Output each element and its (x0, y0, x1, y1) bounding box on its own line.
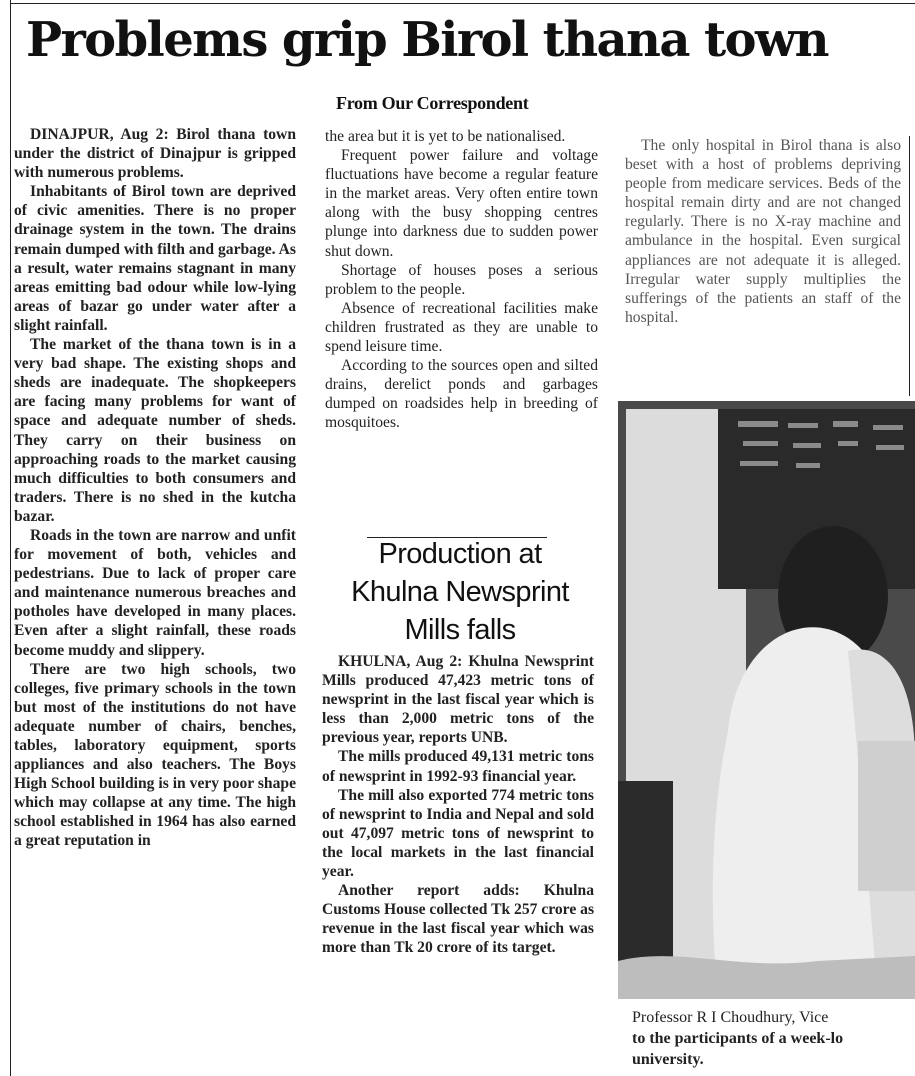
headline-line: Mills falls (404, 614, 516, 646)
photo-caption (632, 1007, 915, 1071)
article-paragraph: According to the sources open and silted drains, derelict ponds and garbages dumped on roadsides help in breeding of mosquitoes. (325, 357, 598, 432)
article-column-1 (14, 125, 296, 851)
second-article-body (322, 652, 594, 958)
article-paragraph: KHULNA, Aug 2: Khulna Newsprint Mills produced 47,423 metric tons of newsprint in the last fiscal year which is less than 2,000 metric tons of the previous year, reports UNB. (322, 653, 594, 747)
caption-line: Professor R I Choudhury, Vice (632, 1009, 829, 1026)
headline-line: Production at (378, 538, 542, 570)
article-paragraph: Absence of recreational facilities make children frustrated as they are unable to spend leisure time. (325, 299, 598, 356)
article-paragraph: Another report adds: Khulna Customs House collected Tk 257 crore as revenue in the last fiscal year which was more than Tk 20 crore of its target. (322, 882, 595, 957)
headline: Problems grip Birol thana town (26, 12, 828, 68)
article-column-2 (325, 127, 598, 433)
article-paragraph: the area but it is yet to be nationalised. (325, 128, 566, 145)
article-paragraph: There are two high schools, two colleges, five primary schools in the town but most of the institutions do not have adequate number of chairs, benches, tables, laboratory equipment, sports appliances and also teachers. The Boys High School building is in very poor shape which may collapse at any time. The high school established in 1964 has also earned a great reputation in (14, 660, 296, 850)
caption-line: to the participants of a week-lo (632, 1030, 844, 1047)
article-paragraph: DINAJPUR, Aug 2: Birol thana town under the district of Dinajpur is gripped with numerous problems. (14, 126, 296, 182)
headline-line: Khulna Newsprint (351, 576, 569, 608)
photo-illustration (618, 401, 915, 999)
news-photo (618, 401, 915, 999)
article-paragraph: The mill also exported 774 metric tons of newsprint to India and Nepal and sold out 47,097 metric tons of newsprint to the local markets in the last financial year. (322, 786, 594, 881)
caption-line: university. (632, 1051, 704, 1068)
article-paragraph: The market of the thana town is in a very bad shape. The existing shops and sheds are inadequate. The shopkeepers are facing many problems for want of space and adequate number of sheds. They carry on their business on approaching roads to the market causing much difficulties to both consumers and traders. There is no shed in the kutcha bazar. (14, 336, 296, 525)
column-rule-left (10, 0, 11, 1076)
article-paragraph: Shortage of houses poses a serious problem to the people. (325, 261, 598, 298)
second-article-headline (318, 535, 602, 649)
article-paragraph: The only hospital in Birol thana is also beset with a host of problems depriving people from medicare services. Beds of the hospital remain dirty and are not changed regularly. There is no X-ray machine and ambulance in the hospital. Even surgical appliances are not adequate it is alleged. Irregular water supply multiplies the sufferings of the patients an staff of the hospital. (625, 137, 901, 326)
byline: From Our Correspondent (336, 93, 529, 113)
article-column-3 (625, 136, 901, 327)
article-paragraph: Frequent power failure and voltage fluctuations have become a regular feature in the market areas. Very often entire town along with the busy shopping centres plunge into darkness due to sudden power shut down. (325, 147, 598, 260)
article-paragraph: Roads in the town are narrow and unfit for movement of both, vehicles and pedestrians. Due to lack of proper care and maintenance numerous breaches and potholes have developed in many places. Even after a slight rainfall, these roads become muddy and slippery. (14, 526, 296, 659)
column-rule-right (909, 136, 910, 396)
article-paragraph: The mills produced 49,131 metric tons of newsprint in 1992-93 financial year. (322, 748, 594, 785)
article-paragraph: Inhabitants of Birol town are deprived of civic amenities. There is no proper drainage system in the town. The drains remain dumped with filth and garbage. As a result, water remains stagnant in many areas emitting bad odour while low-lying areas of bazar go under water after a slight rainfall. (14, 183, 296, 334)
